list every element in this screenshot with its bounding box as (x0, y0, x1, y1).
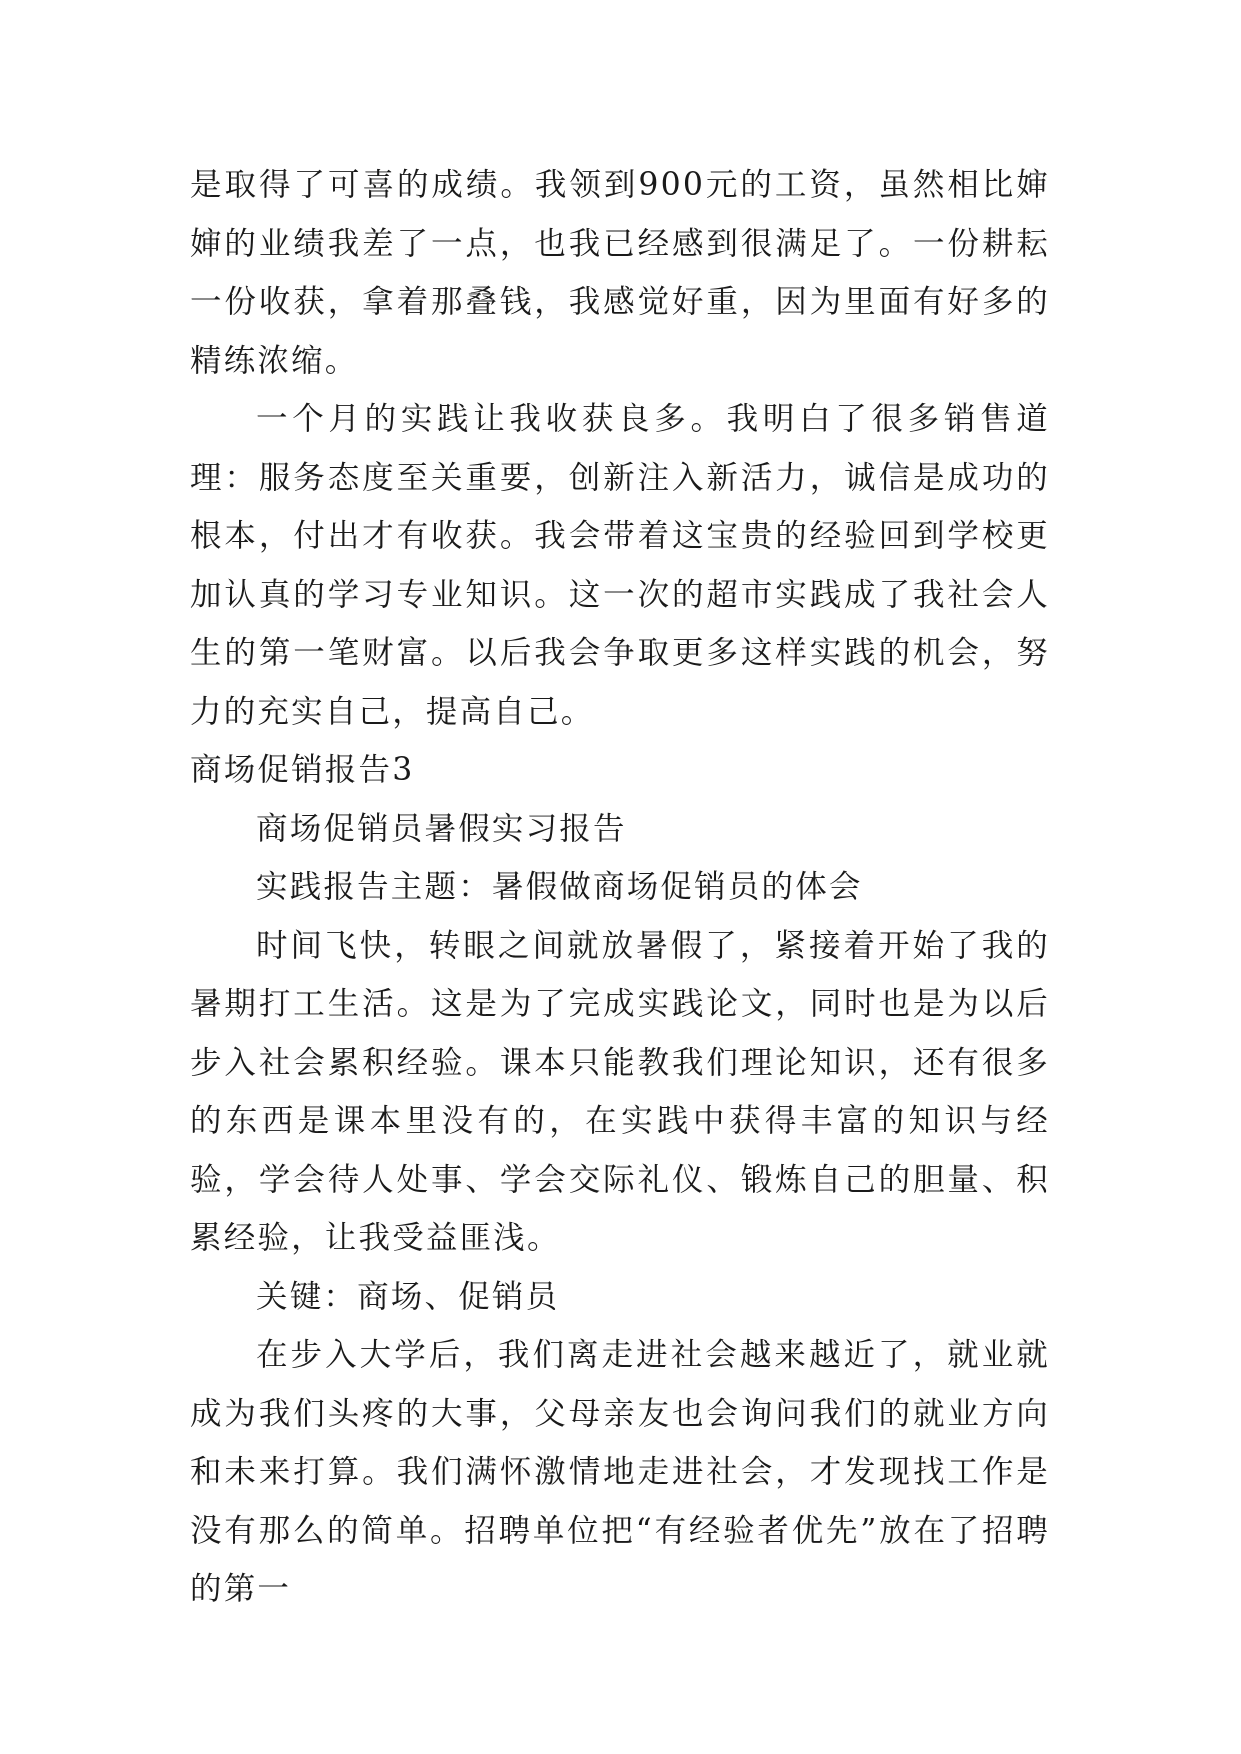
body-paragraph: 是取得了可喜的成绩。我领到900元的工资，虽然相比婶婶的业绩我差了一点，也我已经感到很满足了。一份耕耘一份收获，拿着那叠钱，我感觉好重，因为里面有好多的精练浓缩。 (190, 167, 1050, 379)
report-topic: 实践报告主题：暑假做商场促销员的体会 (256, 869, 863, 905)
section-heading: 商场促销报告3 (190, 752, 415, 788)
document-body (190, 156, 1050, 1619)
body-paragraph: 在步入大学后，我们离走进社会越来越近了，就业就成为我们头疼的大事，父母亲友也会询问我们的就业方向和未来打算。我们满怀激情地走进社会，才发现找工作是没有那么的简单。招聘单位把“有经验者优先”放在了招聘的第一 (190, 1337, 1050, 1607)
keywords-line: 关键：商场、促销员 (256, 1278, 560, 1315)
body-paragraph: 时间飞快，转眼之间就放暑假了，紧接着开始了我的暑期打工生活。这是为了完成实践论文，同时也是为以后步入社会累积经验。课本只能教我们理论知识，还有很多的东西是课本里没有的，在实践中获得丰富的知识与经验，学会待人处事、学会交际礼仪、锻炼自己的胆量、积累经验，让我受益匪浅。 (190, 927, 1050, 1256)
body-paragraph: 一个月的实践让我收获良多。我明白了很多销售道理：服务态度至关重要，创新注入新活力，诚信是成功的根本，付出才有收获。我会带着这宝贵的经验回到学校更加认真的学习专业知识。这一次的超市实践成了我社会人生的第一笔财富。以后我会争取更多这样实践的机会，努力的充实自己，提高自己。 (190, 401, 1050, 730)
report-title: 商场促销员暑假实习报告 (256, 810, 627, 847)
